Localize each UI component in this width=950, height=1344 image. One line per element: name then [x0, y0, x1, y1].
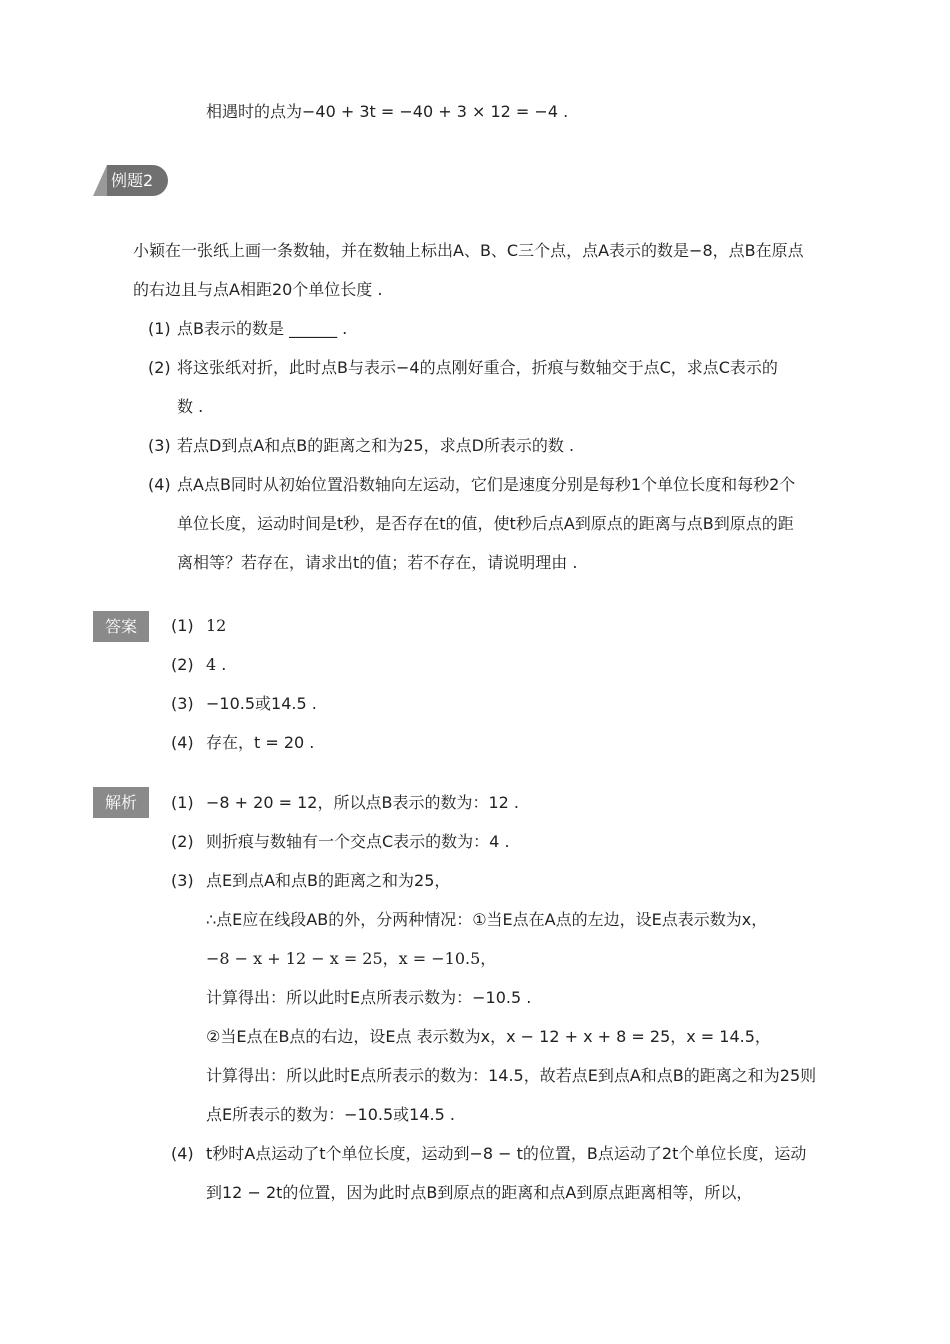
answer-3: −10.5或14.5 . [206, 694, 317, 713]
answer-label: 答案 [93, 611, 149, 642]
problem-line-2: 的右边且与点A相距20个单位长度 . [133, 280, 383, 299]
question-4-number: (4) [148, 475, 171, 494]
question-3-number: (3) [148, 436, 171, 455]
analysis-2-number: (2) [171, 832, 194, 851]
question-1-number: (1) [148, 319, 171, 338]
problem-line-1: 小颖在一张纸上画一条数轴，并在数轴上标出A、B、C三个点，点A表示的数是−8，点B在原点 [133, 241, 804, 260]
analysis-3-line-7: 点E所表示的数为：−10.5或14.5 . [206, 1105, 455, 1124]
question-4-line-2: 单位长度，运动时间是t秒，是否存在t的值，使t秒后点A到原点的距离与点B到原点的距 [177, 514, 794, 533]
question-1: 点B表示的数是 ______ . [177, 319, 348, 338]
analysis-3-line-3: −8 − x + 12 − x = 25，x = −10.5， [206, 949, 497, 968]
example-label-text: 例题2 [111, 171, 154, 190]
analysis-4-number: (4) [171, 1144, 194, 1163]
question-2-number: (2) [148, 358, 171, 377]
analysis-3-line-4: 计算得出：所以此时E点所表示数为：−10.5 . [206, 988, 532, 1007]
question-2-line-1: 将这张纸对折，此时点B与表示−4的点刚好重合，折痕与数轴交于点C，求点C表示的 [177, 358, 778, 377]
analysis-3-line-6: 计算得出：所以此时E点所表示的数为：14.5，故若点E到点A和点B的距离之和为25则 [206, 1066, 817, 1085]
answer-1: 12 [206, 616, 227, 635]
question-2-line-2: 数 . [177, 397, 204, 416]
analysis-1-number: (1) [171, 793, 194, 812]
analysis-3-number: (3) [171, 871, 194, 890]
answer-3-number: (3) [171, 694, 194, 713]
analysis-4-line-1: t秒时A点运动了t个单位长度，运动到−8 − t的位置，B点运动了2t个单位长度，运动 [206, 1144, 807, 1163]
intro-line: 相遇时的点为−40 + 3t = −40 + 3 × 12 = −4 . [206, 102, 569, 121]
answer-2: 4 . [206, 655, 227, 674]
answer-1-number: (1) [171, 616, 194, 635]
label-stripe-decoration [93, 165, 107, 196]
analysis-3-line-2: ∴点E应在线段AB的外，分两种情况：①当E点在A点的左边，设E点表示数为x， [206, 910, 768, 929]
question-4-line-1: 点A点B同时从初始位置沿数轴向左运动，它们是速度分别是每秒1个单位长度和每秒2个 [177, 475, 796, 494]
answer-4-number: (4) [171, 733, 194, 752]
analysis-4-line-2: 到12 − 2t的位置，因为此时点B到原点的距离和点A到原点距离相等，所以， [206, 1183, 753, 1202]
analysis-2: 则折痕与数轴有一个交点C表示的数为：4 . [206, 832, 510, 851]
analysis-3-line-5: ②当E点在B点的右边，设E点 表示数为x，x − 12 + x + 8 = 25，x = 14.5， [206, 1027, 771, 1046]
answer-4: 存在，t = 20 . [206, 733, 315, 752]
answer-2-number: (2) [171, 655, 194, 674]
question-3: 若点D到点A和点B的距离之和为25，求点D所表示的数 . [177, 436, 575, 455]
analysis-label: 解析 [93, 787, 149, 818]
example-label [93, 165, 168, 196]
question-4-line-3: 离相等？若存在，请求出t的值；若不存在，请说明理由 . [177, 553, 578, 572]
analysis-1: −8 + 20 = 12，所以点B表示的数为：12 . [206, 793, 519, 812]
analysis-3-line-1: 点E到点A和点B的距离之和为25， [206, 871, 451, 890]
